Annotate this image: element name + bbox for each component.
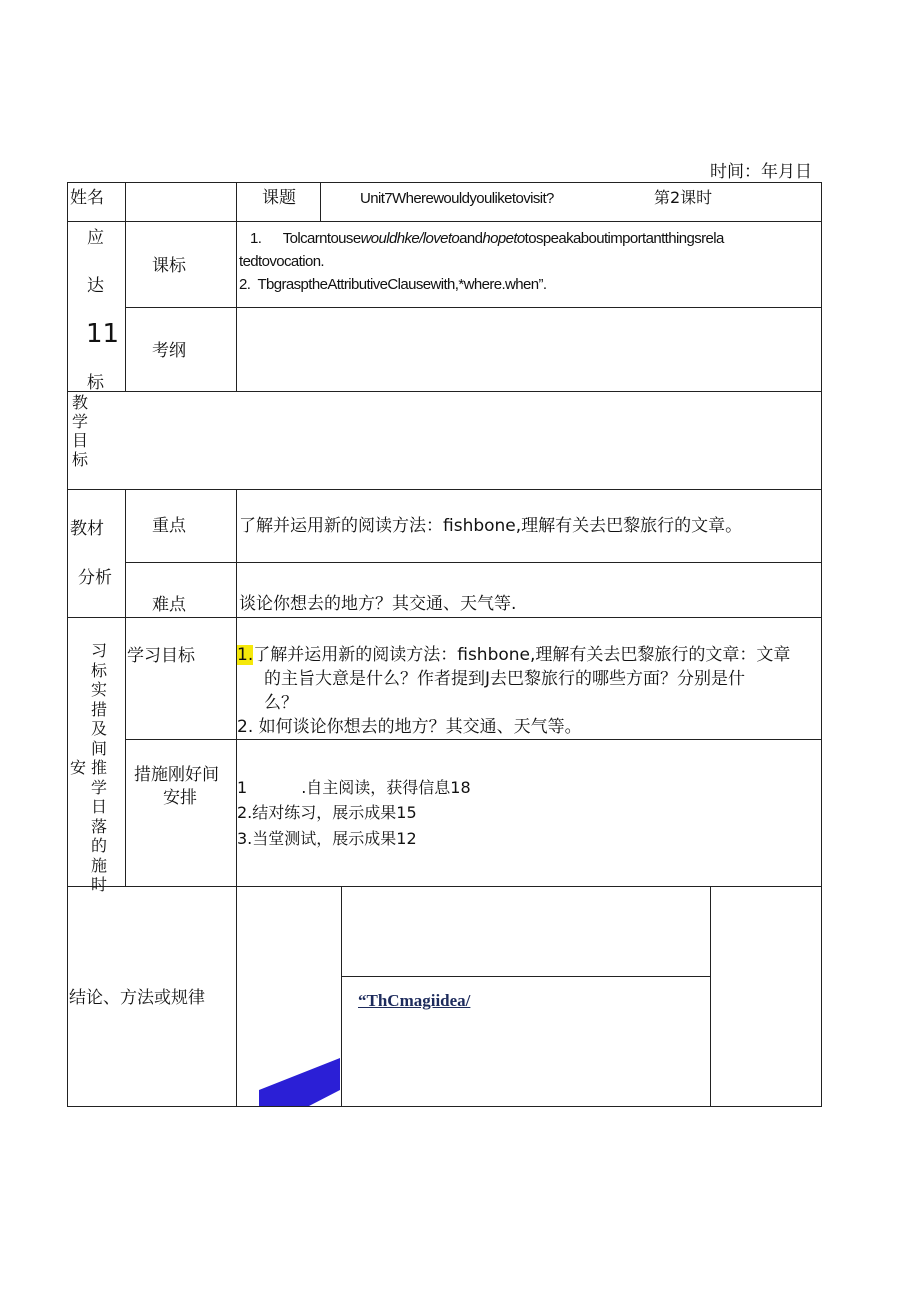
decorative-stripe — [237, 1050, 341, 1106]
teaching-goals-label: 教 学 目 标 — [71, 393, 88, 469]
goals-side-char-4: 标 — [87, 373, 104, 393]
topic-value: Unit7Wherewouldyouliketovisit? — [360, 190, 554, 207]
learning-side-label: 习 标 实 措 及 间 推 学 日 落 的 施 时 — [90, 641, 107, 894]
measure-item-1: 1 .自主阅读，获得信息18 — [237, 778, 471, 797]
measure-item-2: 2.结对练习，展示成果15 — [237, 803, 417, 822]
material-label-line1: 教材 — [70, 519, 104, 539]
goals-side-char-1: 应 — [87, 228, 104, 248]
objective-line-2: 的主旨大意是什么？作者提到J去巴黎旅行的哪些方面？分别是什 — [264, 669, 746, 689]
name-field[interactable] — [127, 184, 235, 220]
goals-side-char-3: 11 — [86, 319, 120, 349]
period-label: 第2课时 — [654, 188, 713, 207]
learning-side-extra: 安 — [70, 758, 87, 777]
curriculum-label: 课标 — [152, 256, 186, 276]
difficulty-text: 谈论你想去的地方？其交通、天气等. — [239, 594, 517, 614]
decorative-stripe-shape — [259, 1058, 340, 1106]
measure-item-3: 3.当堂测试，展示成果12 — [237, 829, 417, 848]
key-point-text: 了解并运用新的阅读方法：fishbone,理解有关去巴黎旅行的文章。 — [239, 516, 743, 536]
curriculum-item-1-cont: tedtovocation. — [239, 253, 324, 270]
conclusion-label: 结论、方法或规律 — [69, 988, 205, 1008]
date-label: 时间：年月日 — [710, 162, 812, 182]
topic-label: 课题 — [262, 188, 296, 208]
material-label-line2: 分析 — [78, 568, 112, 588]
goals-side-char-2: 达 — [87, 276, 104, 296]
measures-label-line2: 安排 — [163, 788, 197, 808]
magic-idea-title: “ThCmagiidea/ — [358, 991, 471, 1010]
difficulty-label: 难点 — [152, 595, 186, 615]
objective-line-1: 1.了解并运用新的阅读方法：fishbone,理解有关去巴黎旅行的文章：文章 — [237, 645, 791, 665]
key-point-label: 重点 — [152, 516, 186, 536]
measures-label-line1: 措施刚好间 — [134, 765, 219, 785]
curriculum-item-1: 1. Tolcarntousewouldhke/lovetoandhopetotospeakaboutimportantthingsrela — [250, 230, 724, 247]
curriculum-item-2: 2. TbgrasptheAttributiveClausewith,*where.when”. — [239, 276, 547, 293]
exam-label: 考纲 — [152, 341, 186, 361]
objective-line-3: 么？ — [264, 693, 298, 713]
objective-line-4: 2. 如何谈论你想去的地方？其交通、天气等。 — [237, 717, 582, 737]
objective-label: 学习目标 — [127, 646, 195, 666]
name-label: 姓名 — [70, 188, 104, 208]
